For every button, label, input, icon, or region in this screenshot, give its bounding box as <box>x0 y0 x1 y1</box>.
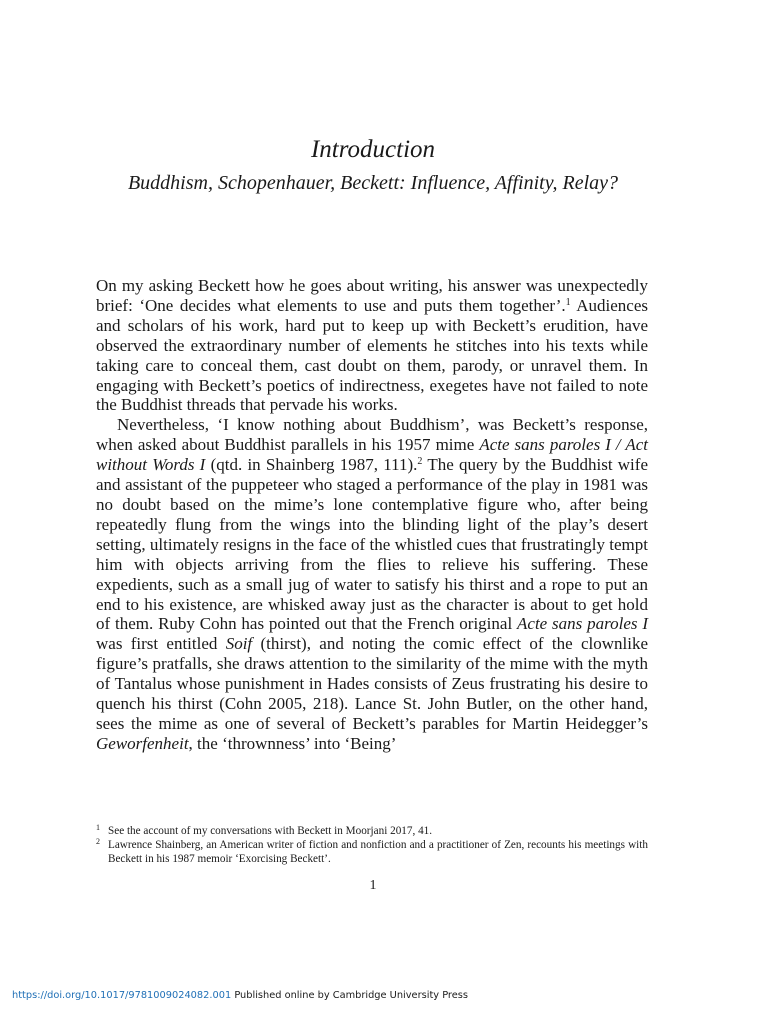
paragraph-2 <box>96 415 648 753</box>
work-title-italic: Acte sans paroles I <box>517 614 648 634</box>
paragraph-2-text-e: (thirst), and noting the comic effect of the clownlike figure’s pratfalls, she draws attention to the similarity of the mime with the myth of Tantalus whose punishment in Hades consists of Zeus frustrating his desire to quench his thirst (Cohn 2005, 218). Lance St. John Butler, on the other hand, sees the mime as one of several of Beckett’s parables for Martin Heidegger’s <box>96 634 648 733</box>
body-text <box>96 276 648 754</box>
chapter-subtitle: Buddhism, Schopenhauer, Beckett: Influence, Affinity, Relay? <box>127 172 619 194</box>
paragraph-2-text-b: (qtd. in Shainberg 1987, 111). <box>205 455 418 475</box>
footnote-text: See the account of my conversations with Beckett in Moorjani 2017, 41. <box>108 825 433 837</box>
footnote-mark: 2 <box>96 837 100 846</box>
footnote-2 <box>96 838 648 866</box>
paragraph-2-text-a: Nevertheless, ‘I know nothing about Buddhism’, was Beckett’s response, when asked about Buddhist parallels in his 1957 mime <box>96 415 648 455</box>
footnote-text: Lawrence Shainberg, an American writer of fiction and nonfiction and a practitioner of Zen, recounts his meetings with Beckett in his 1987 memoir ‘Exorcising Beckett’. <box>108 839 648 865</box>
doi-link[interactable]: https://doi.org/10.1017/9781009024082.001 <box>12 990 232 1001</box>
footnote-1 <box>96 824 648 838</box>
paragraph-2-text-f: , the ‘thrownness’ into ‘Being’ <box>188 733 397 753</box>
paragraph-1 <box>96 276 648 415</box>
paragraph-2-text-d: was first entitled <box>96 634 226 654</box>
footnote-ref-1[interactable]: 1 <box>565 296 571 308</box>
footnotes <box>96 824 648 866</box>
footnote-mark: 1 <box>96 823 100 832</box>
work-title-italic: Soif <box>225 634 253 654</box>
page-number: 1 <box>369 878 377 893</box>
chapter-title: Introduction <box>310 136 436 163</box>
term-italic: Geworfenheit <box>96 733 189 753</box>
doi-footer <box>12 990 468 1001</box>
footnote-ref-2[interactable]: 2 <box>417 456 423 468</box>
paragraph-2-text-c: The query by the Buddhist wife and assistant of the puppeteer who staged a performance of the play in 1981 was no doubt based on the mime’s lone contemplative figure who, after being repeatedly flung from the wings into the blinding light of the play’s desert setting, ultimately resigns in the face of the whistled cues that frustratingly tempt him with objects arriving from the flies to relieve his suffering. These expedients, such as a small jug of water to satisfy his thirst and a rope to put an end to his existence, are whisked away just as the character is about to get hold of them. Ruby Cohn has pointed out that the French original <box>96 455 648 634</box>
work-title-italic: Acte sans paroles I / Act without Words I <box>96 435 649 475</box>
paragraph-1-text-b: Audiences and scholars of his work, hard put to keep up with Beckett’s erudition, have observed the extraordinary number of elements he stitches into his texts while taking care to conceal them, cast doubt on them, parody, or unravel them. In engaging with Beckett’s poetics of indirectness, exegetes have not failed to note the Buddhist threads that pervade his works. <box>96 295 648 415</box>
paragraph-1-text-a: On my asking Beckett how he goes about writing, his answer was unexpectedly brief: ‘One decides what elements to use and puts them together’. <box>96 276 648 315</box>
published-note: Published online by Cambridge University Press <box>231 990 468 1001</box>
